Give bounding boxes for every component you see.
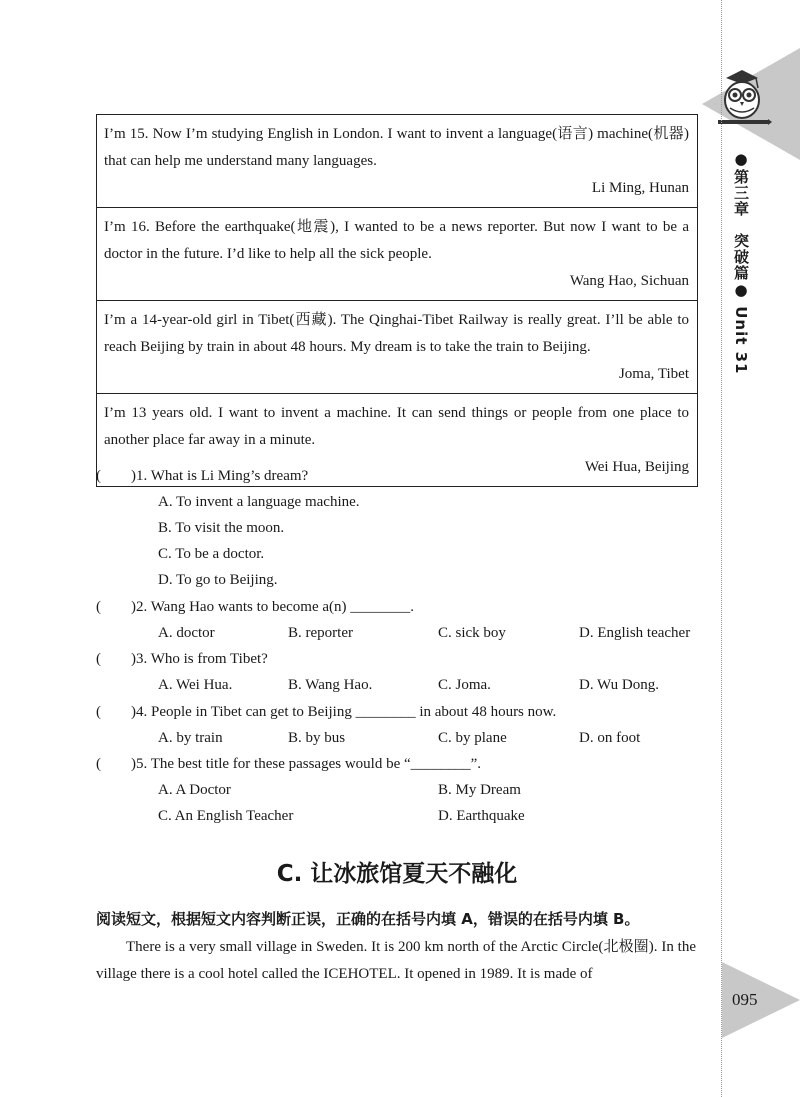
question-4 (96, 702, 556, 722)
answer-blank[interactable]: ( ) (96, 704, 136, 720)
profile-text: I’m 16. Before the earthquake(地震), I wanted to be a news reporter. But now I want to be a doctor in the future. I’d like to help all the sick people. (104, 219, 689, 262)
option-c: C. Joma. (438, 677, 491, 693)
profile-row (97, 208, 697, 301)
profile-text: I’m 13 years old. I want to invent a machine. It can send things or people from one place to another place far away in a minute. (104, 405, 689, 448)
question-1 (96, 466, 308, 486)
question-stem: 5. The best title for these passages would be “________”. (136, 756, 482, 772)
chapter-label: ●第三章 突破篇● Unit 31 (732, 150, 750, 375)
option-b: B. To visit the moon. (158, 520, 285, 536)
section-c-title: C. 让冰旅馆夏天不融化 (276, 861, 518, 887)
option-a: A. Wei Hua. (158, 677, 233, 693)
answer-blank[interactable]: ( ) (96, 599, 136, 615)
profiles-table (96, 114, 698, 487)
option-b: B. reporter (288, 625, 353, 641)
question-stem: 2. Wang Hao wants to become a(n) ________. (136, 599, 415, 615)
margin-dotted-line (721, 0, 722, 1097)
profile-row (97, 301, 697, 394)
question-stem: 3. Who is from Tibet? (136, 651, 268, 667)
answer-blank[interactable]: ( ) (96, 468, 136, 484)
answer-blank[interactable]: ( ) (96, 651, 136, 667)
option-b: B. Wang Hao. (288, 677, 373, 693)
option-d: D. Wu Dong. (579, 677, 659, 693)
profile-text: I’m a 14-year-old girl in Tibet(西藏). The Qinghai-Tibet Railway is really great. I’ll be able to reach Beijing by train in about 48 hours. My dream is to take the train to Beijing. (104, 312, 689, 355)
option-a: A. by train (158, 730, 223, 746)
profile-text: I’m 15. Now I’m studying English in London. I want to invent a language(语言) machine(机器) that can help me understand many languages. (104, 126, 689, 169)
profile-signature: Joma, Tibet (618, 366, 689, 382)
profile-row (97, 115, 697, 208)
option-d: D. English teacher (579, 625, 691, 641)
question-3 (96, 649, 268, 669)
section-c-instruction: 阅读短文，根据短文内容判断正误，正确的在括号内填 A，错误的在括号内填 B。 (96, 910, 640, 928)
option-a: A. To invent a language machine. (158, 494, 360, 510)
option-b: B. My Dream (438, 782, 521, 798)
question-5 (96, 754, 481, 774)
page-number: 095 (732, 990, 758, 1009)
option-c: C. To be a doctor. (158, 546, 265, 562)
question-stem: 1. What is Li Ming’s dream? (136, 468, 309, 484)
section-c-paragraph: There is a very small village in Sweden. It is 200 km north of the Arctic Circle(北极圈). In the village there is a cool hotel called the ICEHOTEL. It opened in 1989. It is made of (96, 939, 696, 982)
profile-signature: Li Ming, Hunan (591, 180, 689, 196)
option-d: D. Earthquake (438, 808, 525, 824)
question-2 (96, 597, 414, 617)
option-a: A. A Doctor (158, 782, 231, 798)
question-stem: 4. People in Tibet can get to Beijing ________ in about 48 hours now. (136, 704, 557, 720)
option-d: D. on foot (579, 730, 641, 746)
option-b: B. by bus (288, 730, 346, 746)
answer-blank[interactable]: ( ) (96, 756, 136, 772)
option-c: C. sick boy (438, 625, 506, 641)
option-d: D. To go to Beijing. (158, 572, 278, 588)
option-c: C. by plane (438, 730, 507, 746)
profile-signature: Wang Hao, Sichuan (569, 273, 689, 289)
profile-signature: Wei Hua, Beijing (584, 459, 689, 475)
option-c: C. An English Teacher (158, 808, 294, 824)
option-a: A. doctor (158, 625, 215, 641)
